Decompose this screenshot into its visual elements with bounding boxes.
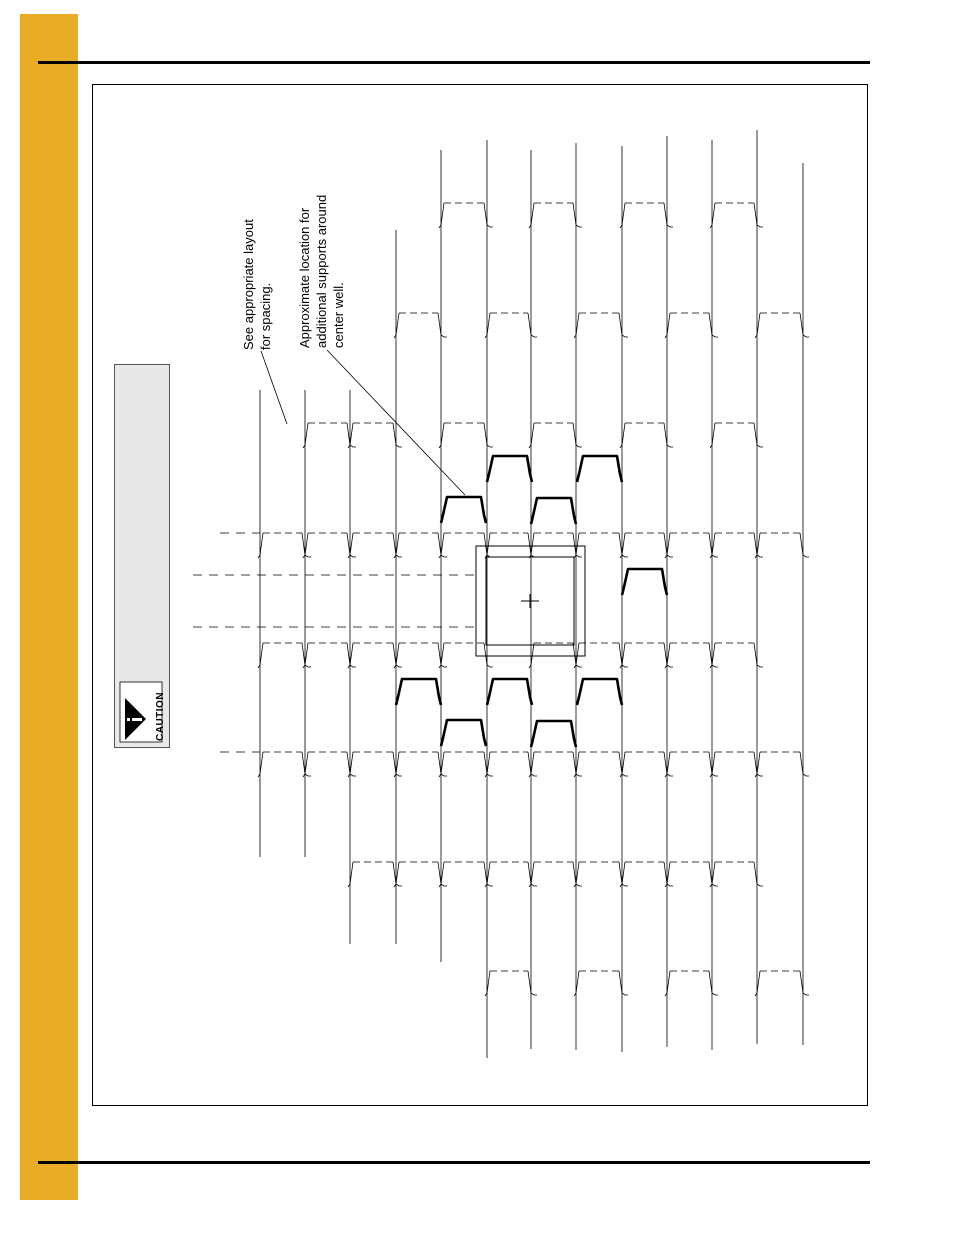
additional-support [531, 498, 576, 524]
support-bracket-right [754, 423, 763, 447]
caution-word: CAUTION [155, 691, 166, 741]
support-bracket-left [258, 752, 263, 777]
support-bracket-right [800, 533, 809, 557]
support-bracket-right [573, 423, 582, 447]
support-bracket-right [754, 203, 763, 227]
note-spacing [240, 219, 274, 350]
support-bracket-right [573, 203, 582, 227]
note-center-well [296, 195, 347, 348]
support-bracket-left [574, 313, 579, 338]
note-spacing-line-1: See appropriate layout [241, 219, 256, 350]
support-bracket-right [754, 643, 763, 667]
support-bracket-left [665, 971, 670, 996]
support-bracket-left [529, 203, 534, 228]
support-bracket-left [258, 643, 263, 668]
support-bracket-left [439, 423, 444, 448]
support-bracket-right [619, 971, 628, 995]
additional-support [577, 679, 622, 705]
support-bracket-right [393, 423, 402, 447]
support-bracket-right [709, 313, 718, 337]
support-bracket-right [484, 643, 493, 667]
support-bracket-left [303, 423, 308, 448]
support-bracket-left [439, 203, 444, 228]
additional-support [441, 720, 486, 746]
support-bracket-left [710, 203, 715, 228]
support-bracket-left [755, 313, 760, 338]
additional-support [622, 569, 667, 595]
additional-support [441, 497, 486, 523]
support-bracket-left [665, 313, 670, 338]
additional-support [396, 679, 441, 705]
note-center-well-line-3: center well. [331, 282, 346, 348]
support-bracket-right [528, 971, 537, 995]
support-bracket-right [709, 971, 718, 995]
support-bracket-right [438, 313, 447, 337]
support-bracket-right [484, 203, 493, 227]
support-bracket-left [529, 423, 534, 448]
leader-lines [261, 350, 465, 495]
support-bracket-right [800, 752, 809, 776]
additional-support [487, 679, 532, 705]
support-bracket-left [710, 423, 715, 448]
support-bracket-right [754, 862, 763, 886]
support-bracket-left [485, 971, 490, 996]
note-center-well-line-2: additional supports around [314, 194, 329, 348]
support-bracket-left [394, 313, 399, 338]
additional-support [531, 721, 576, 747]
support-bracket-left [485, 313, 490, 338]
center-well [476, 546, 585, 656]
support-bracket-right [664, 423, 673, 447]
additional-support [577, 456, 622, 482]
support-bracket-left [620, 423, 625, 448]
support-bracket-left [258, 533, 263, 558]
support-bracket-right [800, 971, 809, 995]
support-bracket-right [619, 313, 628, 337]
support-bracket-right [664, 203, 673, 227]
dashed-guidelines [193, 533, 476, 752]
additional-support [487, 456, 532, 482]
caution-label [150, 692, 168, 741]
support-bracket-right [528, 313, 537, 337]
note-center-well-line-1: Approximate location for [297, 207, 312, 348]
support-bracket-right [484, 423, 493, 447]
support-bracket-left [755, 971, 760, 996]
support-bracket-left [574, 971, 579, 996]
support-bracket-right [800, 313, 809, 337]
note-spacing-line-2: for spacing. [258, 282, 273, 350]
support-bracket-left [620, 203, 625, 228]
leader-line-spacing [261, 351, 287, 424]
support-bracket-left [348, 862, 353, 887]
